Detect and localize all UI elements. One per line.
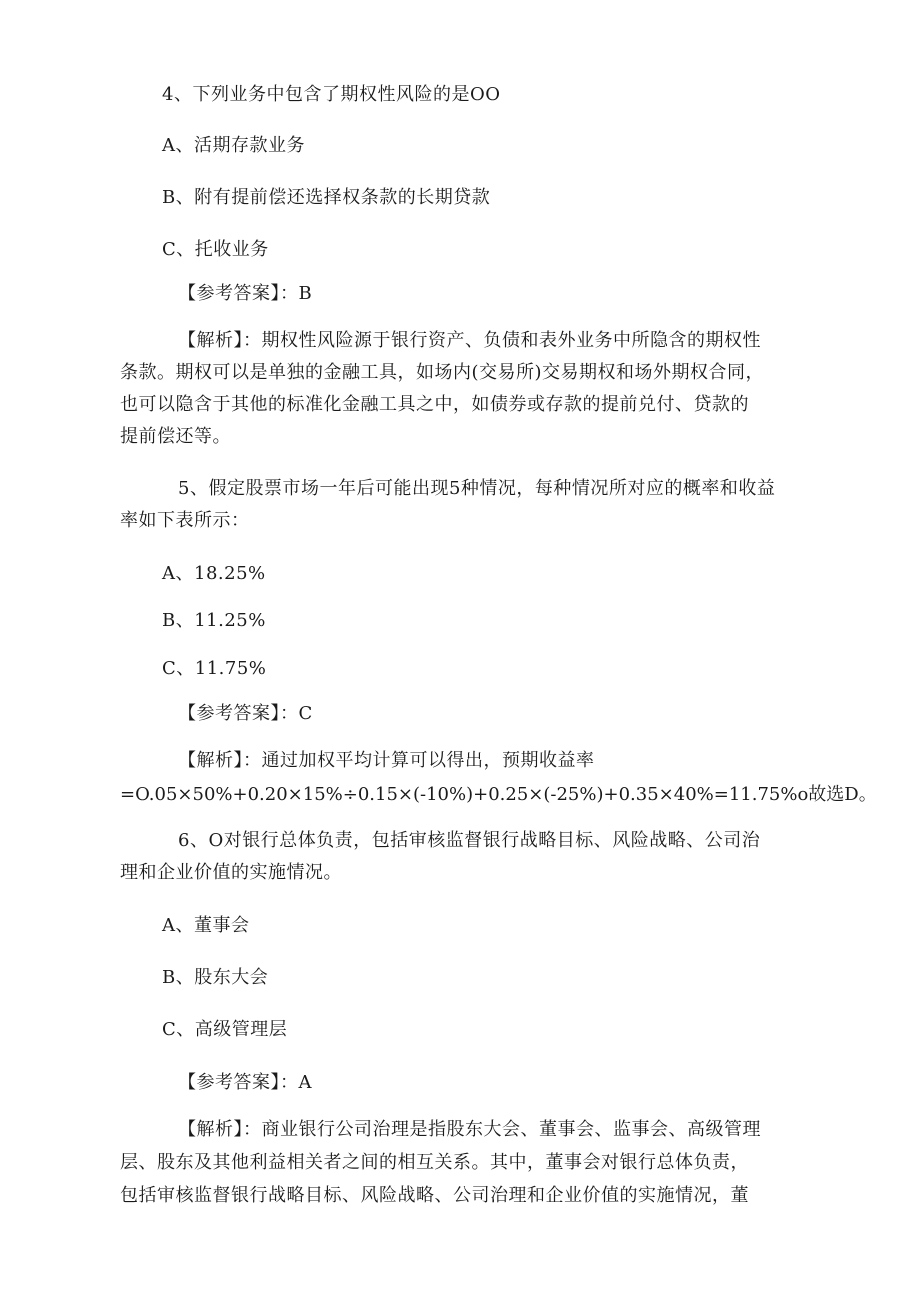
q5-question-line: 5、假定股票市场一年后可能出现5种情况，每种情况所对应的概率和收益 xyxy=(178,478,776,499)
q6-option-a: A、董事会 xyxy=(162,915,250,936)
q4-answer: 【参考答案】：B xyxy=(178,283,313,304)
q4-option-b: B、附有提前偿还选择权条款的长期贷款 xyxy=(162,187,491,208)
q4-explanation-line: 条款。期权可以是单独的金融工具，如场内(交易所)交易期权和场外期权合同， xyxy=(120,362,765,383)
q4-option-a: A、活期存款业务 xyxy=(162,135,305,156)
q6-option-b: B、股东大会 xyxy=(162,967,269,988)
q4-question: 4、下列业务中包含了期权性风险的是OO xyxy=(162,84,501,105)
q6-explanation-line: 【解析】：商业银行公司治理是指股东大会、董事会、监事会、高级管理 xyxy=(178,1119,761,1140)
q6-answer: 【参考答案】：A xyxy=(178,1072,312,1093)
q4-explanation-line: 【解析】：期权性风险源于银行资产、负债和表外业务中所隐含的期权性 xyxy=(178,330,761,351)
q4-explanation-line: 提前偿还等。 xyxy=(120,426,231,447)
q5-option-a: A、18.25% xyxy=(162,563,266,584)
q4-explanation-line: 也可以隐含于其他的标准化金融工具之中，如债券或存款的提前兑付、贷款的 xyxy=(120,394,749,415)
q5-answer: 【参考答案】：C xyxy=(178,703,313,724)
q5-option-b: B、11.25% xyxy=(162,610,266,631)
q4-option-c: C、托收业务 xyxy=(162,239,269,260)
q6-question-line: 6、O对银行总体负责，包括审核监督银行战略目标、风险战略、公司治 xyxy=(178,830,761,851)
q6-explanation-line: 包括审核监督银行战略目标、风险战略、公司治理和企业价值的实施情况，董 xyxy=(120,1185,749,1206)
q5-question-line: 率如下表所示： xyxy=(120,510,250,531)
q6-option-c: C、高级管理层 xyxy=(162,1019,288,1040)
q6-explanation-line: 层、股东及其他利益相关者之间的相互关系。其中，董事会对银行总体负责， xyxy=(120,1152,749,1173)
q5-option-c: C、11.75% xyxy=(162,658,267,679)
q6-question-line: 理和企业价值的实施情况。 xyxy=(120,862,342,883)
q5-explanation-line: =O.05×50%+0.20×15%÷0.15×(-10%)+0.25×(-25%)+0.35×40%=11.75%o故选D。 xyxy=(120,784,877,805)
q5-explanation-line: 【解析】：通过加权平均计算可以得出，预期收益率 xyxy=(178,750,595,771)
